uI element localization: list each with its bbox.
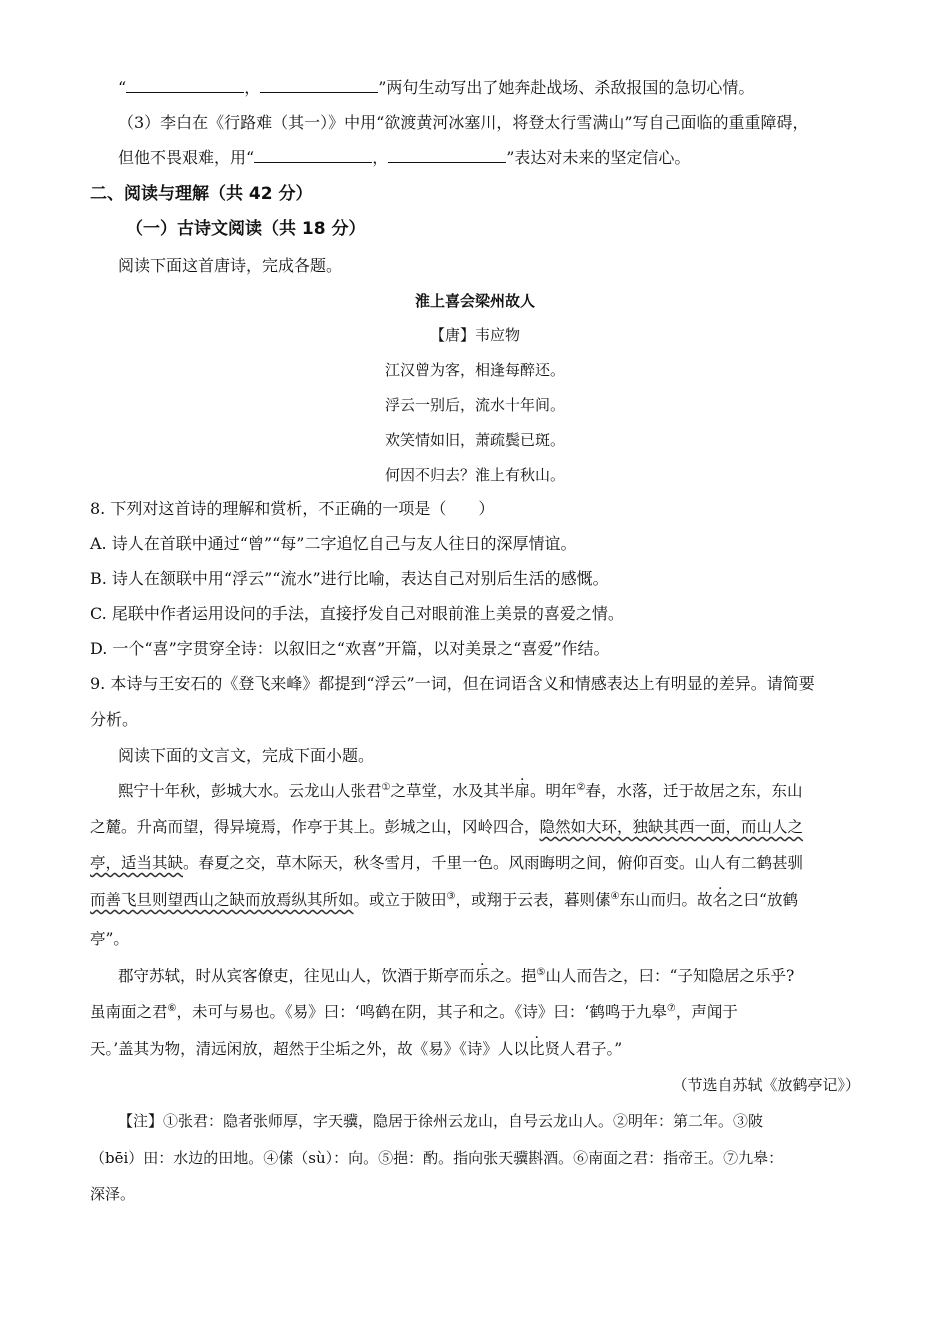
prose-text: 春，水落，迁于故居之东，东山 [585,782,803,800]
note-marker: ① [381,781,391,793]
prose-text: 贤人君子。” [544,1040,623,1058]
q7-item3-sep: ， [372,148,389,167]
note-marker: ④ [610,890,620,902]
prose-text: 。春夏之交，草木际天，秋冬雪月，千里一色。风雨晦明之间，俯仰百变。山人有二鹤甚驯 [183,854,804,872]
poem-author: 【唐】韦应物 [429,326,520,344]
prose-text: 虽南面之君 [90,1003,168,1021]
prose-source: （节选自苏轼《放鹤亭记》） [672,1076,860,1094]
q7-line1-prefix: “ [118,78,127,97]
note-line3: 深泽。 [90,1185,136,1203]
q7-item3-prefix: 但他不畏艰难，用“ [118,148,255,167]
wavy-underlined-text: 而善飞旦则望西山之缺而放焉纵其所如 [90,891,354,909]
prose-text: 山人而告之，曰：“子知隐居之乐乎? [545,967,795,985]
prose-text: 天。’盖其为物，清远闲放，超然于尘垢之外，故《易》《诗》人以 [90,1040,529,1058]
q7-blank-2[interactable] [260,78,378,93]
note-marker: ③ [446,890,456,902]
prose-p1-line4 [90,890,798,910]
prose-p2-line1 [118,966,794,986]
poem-line-1: 江汉曾为客，相逢每醉还。 [384,361,565,379]
note-marker: ⑦ [666,1002,676,1014]
prose-p1-line1 [118,781,803,801]
q9-line1: 9. 本诗与王安石的《登飞来峰》都提到“浮云”一词，但在词语含义和情感表达上有明显的差异。请简要 [90,674,815,693]
prose-intro: 阅读下面的文言文，完成下面小题。 [118,746,375,765]
q8-option-c[interactable]: C. 尾联中作者运用设问的手法，直接抒发自己对眼前淮上美景的喜爱之情。 [90,604,624,623]
poem-line-3: 欢笑情如旧，萧疏鬓已斑。 [384,431,565,449]
q8-option-a[interactable]: A. 诗人在首联中通过“曾”“每”二字追忆自己与友人往日的深厚情谊。 [90,534,577,553]
poem-title: 淮上喜会梁州故人 [414,292,535,310]
q9-line2: 分析。 [90,710,139,729]
prose-text: ，或翔于云表，暮则傃 [455,891,611,909]
prose-text: 之曰“放鹤 [728,891,798,909]
prose-p1-line5: 亭”。 [90,930,129,948]
poem-line-2: 浮云一别后，流水十年间。 [384,396,565,414]
prose-text: 熙宁十年秋，彭城大水。云龙山人张君 [118,782,382,800]
note-marker: ⑥ [167,1002,177,1014]
poem-line-4: 何因不归去？淮上有秋山。 [384,466,565,484]
q7-line1 [118,78,754,98]
q7-line1-sep: ， [244,78,261,97]
section2-title: 二、阅读与理解（共 42 分） [90,184,313,204]
prose-text: ，未可与易也。《易》曰：‘鸣鹤在阴，其子和之。《诗》曰：‘鹤鸣于九皋 [176,1003,667,1021]
poem-intro: 阅读下面这首唐诗，完成各题。 [118,256,343,275]
prose-p2-line2 [90,1002,738,1022]
q7-item3-suffix: ”表达对未来的坚定信心。 [506,148,691,167]
q8-stem: 8. 下列对这首诗的理解和赏析，不正确的一项是（ ） [90,499,495,518]
dotted-word: 比 [528,1040,545,1058]
prose-text: 东山而归。故 [619,891,713,909]
q7-line1-suffix: ”两句生动写出了她奔赴战场、杀敌报国的急切心情。 [378,78,755,97]
q7-item3-line2 [118,148,690,168]
prose-text: 之麓。升高而望，得异境焉，作亭于其上。彭城之山，冈岭四合， [90,818,540,836]
section2-sub1-title: （一）古诗文阅读（共 18 分） [126,219,366,239]
prose-p1-line2 [90,817,803,837]
wavy-underlined-text: 亭，适当其缺 [90,854,184,872]
q7-blank-3[interactable] [254,148,372,163]
wavy-underlined-text: 隐然如大环，独缺其西一面，而山人之 [539,818,804,836]
note-marker: ⑤ [536,966,546,978]
dotted-word: 名 [712,891,729,909]
dotted-word: 乐 [474,967,491,985]
prose-text: 。明年 [530,782,577,800]
dotted-word: 扉 [514,782,531,800]
note-marker: ② [576,781,586,793]
prose-text: 。或立于陂田 [353,891,447,909]
note-line2: （bēi）田：水边的田地。④傃（sù）：向。⑤挹：酌。指向张天骥斟酒。⑥南面之君：指帝王。⑦九皋： [90,1149,784,1167]
q7-blank-4[interactable] [388,148,506,163]
q7-blank-1[interactable] [126,78,244,93]
prose-text: 之。挹 [490,967,537,985]
prose-text: ，声闻于 [675,1003,738,1021]
note-line1: 【注】①张君：隐者张师厚，字天骥，隐居于徐州云龙山，自号云龙山人。②明年：第二年。③陂 [118,1112,764,1130]
q8-option-b[interactable]: B. 诗人在颔联中用“浮云”“流水”进行比喻，表达自己对别后生活的感慨。 [90,569,609,588]
prose-text: 郡守苏轼，时从宾客僚吏，往见山人，饮酒于斯亭而 [118,967,475,985]
prose-p1-line3 [90,853,803,873]
prose-text: 之草堂，水及其半 [390,782,515,800]
prose-p2-line3 [90,1039,622,1059]
q7-item3-line1: （3）李白在《行路难（其一）》中用“欲渡黄河冰塞川，将登太行雪满山”写自己面临的重重障碍， [118,113,809,132]
q8-option-d[interactable]: D. 一个“喜”字贯穿全诗：以叙旧之“欢喜”开篇，以对美景之“喜爱”作结。 [90,639,610,658]
